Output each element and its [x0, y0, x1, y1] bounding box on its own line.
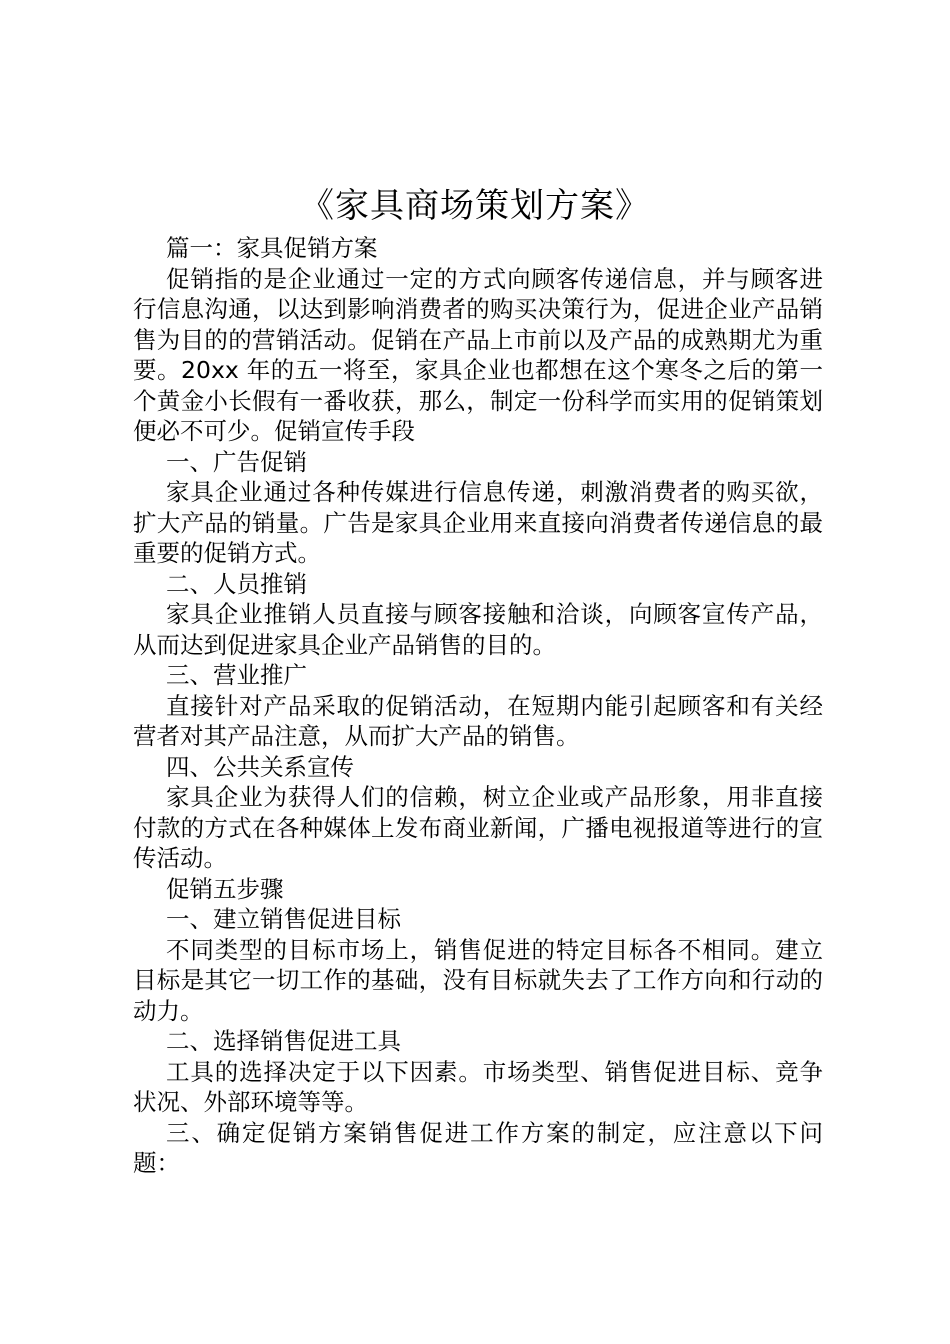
- body-paragraph: 家具企业为获得人们的信赖，树立企业或产品形象，用非直接付款的方式在各种媒体上发布商业新闻，广播电视报道等进行的宣传活动。: [133, 783, 823, 872]
- section-heading: 二、选择销售促进工具: [166, 1027, 401, 1055]
- section-heading: 二、人员推销: [166, 569, 307, 598]
- body-paragraph: 工具的选择决定于以下因素。市场类型、销售促进目标、竞争状况、外部环境等等。: [133, 1057, 823, 1116]
- section-heading: 一、广告促销: [166, 447, 307, 476]
- body-paragraph: 三、确定促销方案销售促进工作方案的制定，应注意以下问题：: [133, 1118, 823, 1177]
- section-heading: 一、建立销售促进目标: [166, 905, 401, 933]
- section-heading: 四、公共关系宣传: [166, 752, 354, 781]
- body-paragraph: 促销指的是企业通过一定的方式向顾客传递信息，并与顾客进行信息沟通，以达到影响消费者的购买决策行为，促进企业产品销售为目的的营销活动。促销在产品上市前以及产品的成熟期尤为重要。20xx 年的五一将至，家具企业也都想在这个寒冬之后的第一个黄金小长假有一番收获，那么，制定一份科学而实用的促销策划便必不可少。促销宣传手段: [133, 264, 823, 445]
- body-paragraph: 直接针对产品采取的促销活动，在短期内能引起顾客和有关经营者对其产品注意，从而扩大产品的销售。: [133, 691, 823, 750]
- body-paragraph: 家具企业通过各种传媒进行信息传递，刺激消费者的购买欲，扩大产品的销量。广告是家具企业用来直接向消费者传递信息的最重要的促销方式。: [133, 478, 823, 567]
- document-body: [133, 233, 823, 1179]
- document-title: 《家具商场策划方案》: [300, 186, 650, 226]
- section-heading: 篇一：家具促销方案: [166, 234, 378, 262]
- section-heading: 三、营业推广: [166, 661, 307, 689]
- section-heading: 促销五步骤: [166, 874, 284, 903]
- body-paragraph: 家具企业推销人员直接与顾客接触和洽谈，向顾客宣传产品，从而达到促进家具企业产品销售的目的。: [133, 600, 823, 659]
- body-paragraph: 不同类型的目标市场上，销售促进的特定目标各不相同。建立目标是其它一切工作的基础，没有目标就失去了工作方向和行动的动力。: [133, 935, 823, 1025]
